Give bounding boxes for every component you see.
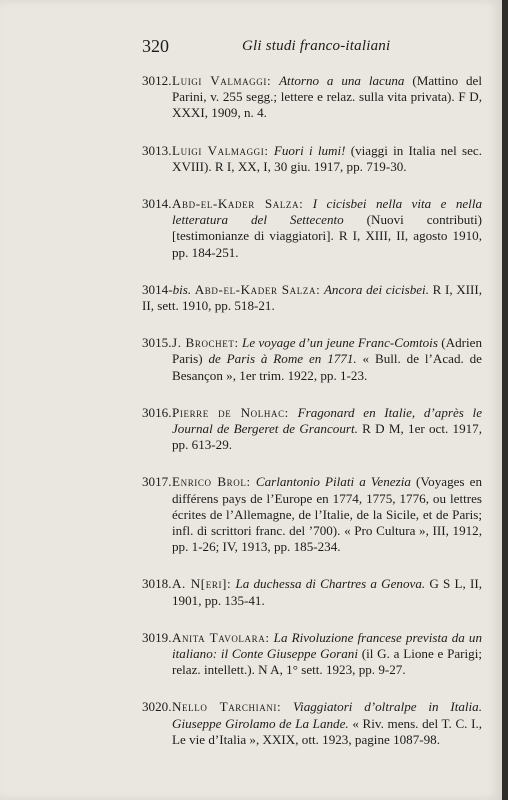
entry-details: R D M, 1er oct. 1917, pp. 613-29. (172, 421, 482, 453)
entry-details: « Bull. de l’Acad. de Besançon », 1er trim. 1922, pp. 1-23. (172, 351, 482, 383)
entry-number: 3017. (142, 474, 172, 490)
entry-title-continued: de Paris à Rome en 1771. (208, 351, 357, 367)
entry-details: (Voyages en différens pays de l’Europe en 1774, 1775, 1776, ou lettres écrites de l’Allemagne, de l’Italie, de la Sicile, et de Paris; infl. di scrittori franc. del ’700). « Pro Cultura », III, 1912, pp. 1-26; IV, 1913, pp. 185-234. (172, 474, 483, 555)
entry-author: Abd-el-Kader Salza: (194, 281, 321, 297)
entry-title: Viaggiatori d’oltralpe in Italia. Giuseppe Girolamo de La Lande. (172, 699, 482, 731)
entry-text (172, 405, 482, 454)
entry-number: 3020. (142, 699, 172, 715)
entry-details: G S L, II, 1901, pp. 135-41. (172, 576, 482, 608)
entry-details: « Riv. mens. del T. C. I., Le vie d’Italia », XXIX, ott. 1923, pagine 1087-98. (172, 715, 482, 747)
entry-title: La Rivoluzione francese prevista da un italiano: il Conte Giuseppe Gorani (172, 629, 482, 662)
entry-author: J. Brochet: (172, 335, 239, 351)
entry-subtitle-note: (Adrien Paris) (172, 335, 482, 367)
bibliography-entry (142, 282, 482, 314)
entry-author: Luigi Valmaggi: (172, 142, 269, 158)
entry-author: A. N[eri]: (172, 576, 232, 592)
entry-text (172, 474, 482, 555)
bibliography-entry (142, 405, 482, 454)
entry-number: 3015. (142, 335, 172, 351)
entry-author: Anita Tavolara: (172, 629, 270, 645)
entry-text (172, 630, 482, 679)
entry-text (172, 73, 482, 122)
page-number: 320 (142, 36, 169, 56)
entry-number: 3014- (142, 281, 173, 297)
bibliography-entry (142, 576, 482, 608)
entry-title: Attorno a una lacuna (279, 73, 405, 88)
entry-author: Nello Tarchiani: (172, 699, 282, 715)
entry-details: (Mattino del Parini, v. 255 segg.; lettere e relaz. sulla vita privata). F D, XXXI, 1909, n. 4. (172, 73, 483, 121)
entry-text (172, 576, 482, 608)
entry-details: R I, XIII, II, sett. 1910, pp. 518-21. (142, 281, 483, 314)
entry-text (142, 282, 482, 314)
entry-author: Enrico Brol: (172, 474, 251, 490)
entry-number: 3013. (142, 142, 172, 158)
running-head: Gli studi franco-italiani (242, 38, 391, 54)
bibliography-entry (142, 335, 482, 384)
bibliography-entry (142, 699, 482, 748)
entry-title: Le voyage d’un jeune Franc-Comtois (242, 335, 438, 351)
entry-number: 3018. (142, 576, 172, 592)
entry-text (172, 196, 482, 261)
entry-title: I cicisbei nella vita e nella letteratura del Settecento (172, 196, 482, 228)
entry-details: (il G. a Lione e Parigi; relaz. intellett.). N A, 1° sett. 1923, pp. 9-27. (172, 646, 482, 678)
entry-author: Luigi Valmaggi: (172, 73, 272, 88)
entry-author: Pierre de Nolhac: (172, 404, 289, 420)
entry-author: Abd-el-Kader Salza: (172, 196, 304, 212)
entry-details: (Nuovi contributi) [testimonianze di viaggiatori]. R I, XIII, II, agosto 1910, pp. 184-251. (172, 212, 482, 260)
entry-title: Carlantonio Pilati a Venezia (255, 474, 411, 490)
entry-details: (viaggi in Italia nel sec. XVIII). R I, XX, I, 30 giu. 1917, pp. 719-30. (172, 142, 482, 174)
entry-title: Ancora dei cicisbei. (323, 281, 429, 297)
entry-title: Fragonard en Italie, d’après le Journal de Bergeret de Grancourt. (172, 404, 483, 437)
bibliography-entry (142, 474, 482, 555)
entry-number: 3016. (142, 404, 172, 420)
entry-number-suffix: bis. (172, 281, 192, 297)
bibliography-entry (142, 630, 482, 679)
bibliography-entry (142, 73, 482, 122)
bibliography-entry (142, 143, 482, 175)
entry-text (172, 699, 482, 748)
entry-number: 3019. (142, 629, 172, 645)
entry-title: La duchessa di Chartres a Genova. (235, 576, 426, 592)
entry-text (172, 143, 482, 175)
page-header (142, 36, 482, 58)
bibliography-entry (142, 196, 482, 261)
entry-number: 3014. (142, 196, 172, 212)
entry-number: 3012. (142, 73, 172, 88)
bibliography-list (142, 73, 482, 769)
entry-title: Fuori i lumi! (273, 142, 346, 158)
entry-text (172, 335, 482, 384)
